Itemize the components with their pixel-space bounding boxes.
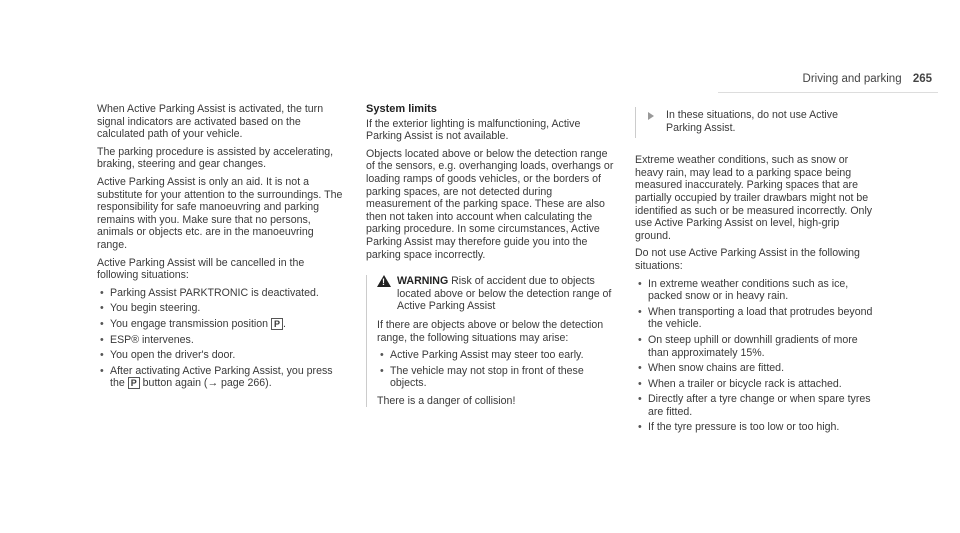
- list-item: • When a trailer or bicycle rack is attached.: [635, 378, 875, 391]
- list-item: • In extreme weather conditions such as ice, packed snow or in heavy rain.: [635, 278, 875, 303]
- paragraph: The parking procedure is assisted by accelerating, braking, steering and gear changes.: [97, 145, 334, 171]
- list-item: • Directly after a tyre change or when spare tyres are fitted.: [635, 393, 875, 418]
- warning-triangle-icon: [377, 275, 391, 287]
- section-title: Driving and parking: [802, 73, 902, 85]
- paragraph: Active Parking Assist will be cancelled in the following situations:: [97, 256, 305, 282]
- column-3: [635, 103, 875, 439]
- arrow-right-icon: [648, 112, 654, 120]
- paragraph: If there are objects above or below the detection range, the following situations may arise:: [377, 318, 604, 344]
- warning-box: [366, 275, 618, 407]
- section-heading: System limits: [366, 103, 437, 115]
- warning-label: WARNING: [397, 275, 449, 288]
- page-number: 265: [912, 73, 932, 85]
- list-item: • ESP® intervenes.: [97, 334, 345, 347]
- paragraph: Extreme weather conditions, such as snow or heavy rain, may lead to a parking space being measured inaccurately. Parking spaces that are partially occupied by trailer drawbars might not be identified as such or be measured incorrectly. Only use Active Parking Assist on level, high-grip ground.: [635, 154, 873, 242]
- paragraph: Do not use Active Parking Assist in the following situations:: [635, 247, 860, 272]
- list-item: • You open the driver's door.: [97, 349, 345, 362]
- list-item: • On steep uphill or downhill gradients of more than approximately 15%.: [635, 334, 875, 359]
- column-2: [366, 103, 618, 412]
- paragraph: When Active Parking Assist is activated, the turn signal indicators are activated based on the calculated path of your vehicle.: [97, 103, 324, 141]
- list-item: • If the tyre pressure is too low or too high.: [635, 421, 875, 434]
- warning-title: Risk of accident due to objects located above or below the detection range of Active Parking Assist: [397, 275, 612, 313]
- list-item: • The vehicle may not stop in front of these objects.: [377, 365, 618, 390]
- paragraph: If the exterior lighting is malfunctioning, Active Parking Assist is not available.: [366, 117, 581, 143]
- list-item: • When transporting a load that protrudes beyond the vehicle.: [635, 306, 875, 331]
- note-text: In these situations, do not use Active Parking Assist.: [666, 109, 838, 134]
- list-item: • You begin steering.: [97, 302, 345, 315]
- running-header: [803, 73, 932, 85]
- warning-list: [377, 349, 618, 390]
- gear-position-p-icon: P: [271, 318, 283, 330]
- paragraph: Active Parking Assist is only an aid. It is not a substitute for your attention to the surroundings. The responsibility for safe manoeuvring and parking remains with you. Make sure that no persons, animals or objects etc. are in the manoeuvring range.: [97, 175, 343, 251]
- list-item: • You engage transmission position P .: [97, 318, 345, 331]
- list-item: • When snow chains are fitted.: [635, 362, 875, 375]
- note-box: [635, 107, 875, 138]
- list-item: • After activating Active Parking Assist, you press the P button again (→ page 266).: [97, 365, 345, 390]
- list-item: • Active Parking Assist may steer too early.: [377, 349, 618, 362]
- list-item: • Parking Assist PARKTRONIC is deactivated.: [97, 287, 345, 300]
- warning-header: [377, 275, 618, 313]
- parking-button-icon: P: [128, 377, 140, 389]
- situations-list: [635, 278, 875, 435]
- paragraph: Objects located above or below the detection range of the sensors, e.g. overhanging loads, overhangs or loading ramps of goods vehicles, or the borders of parking spaces, are not detected during measurement of the parking space. These are also then not taken into account when calculating the parking procedure. In some circumstances, Active Parking Assist may therefore guide you into the parking space incorrectly.: [366, 147, 614, 261]
- header-divider: [718, 92, 938, 93]
- column-1: [97, 103, 345, 395]
- cancel-conditions-list: [97, 287, 345, 390]
- paragraph: There is a danger of collision!: [377, 394, 516, 407]
